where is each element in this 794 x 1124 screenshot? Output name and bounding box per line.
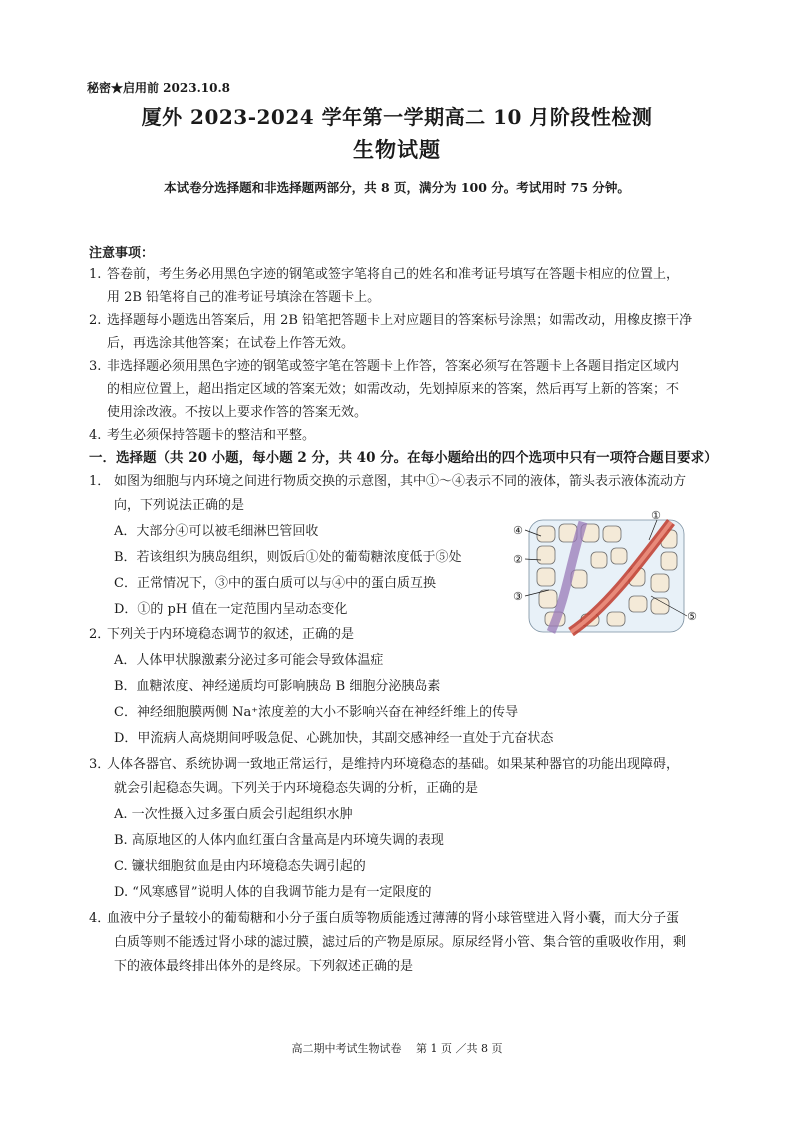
exam-title: 厦外 2023-2024 学年第一学期高二 10 月阶段性检测 — [141, 105, 653, 129]
question-stem-line: 白质等则不能透过肾小球的滤过膜，滤过后的产物是原尿。原尿经肾小管、集合管的重吸收作用，剩 — [114, 935, 687, 950]
notice-line: 答卷前，考生务必用黑色字迹的钢笔或签字笔将自己的姓名和准考证号填写在答题卡相应的位置上， — [107, 267, 680, 282]
question-number: 1． — [89, 474, 111, 489]
notice-number: 2. — [89, 313, 102, 328]
option-b: B．血糖浓度、神经递质均可影响胰岛 B 细胞分泌胰岛素 — [114, 679, 441, 694]
notice-heading: 注意事项： — [89, 246, 155, 261]
question-stem-line: 向，下列说法正确的是 — [114, 498, 245, 513]
notice-line: 考生必须保持答题卡的整洁和平整。 — [107, 428, 316, 443]
notice-line: 后，再选涂其他答案；在试卷上作答无效。 — [107, 336, 355, 351]
figure-label: ② — [513, 553, 523, 566]
subject-title: 生物试题 — [353, 137, 441, 162]
figure-label: ① — [651, 509, 661, 522]
question-number: 2． — [89, 627, 111, 642]
question-number: 4． — [89, 911, 111, 926]
option-a: A. 一次性摄入过多蛋白质会引起组织水肿 — [114, 807, 353, 822]
option-b: B. 高原地区的人体内血红蛋白含量高是内环境失调的表现 — [114, 833, 444, 848]
question-stem-line: 就会引起稳态失调。下列关于内环境稳态失调的分析，正确的是 — [114, 781, 479, 796]
notice-line: 的相应位置上，超出指定区域的答案无效；如需改动，先划掉原来的答案，然后再写上新的答案；不 — [107, 382, 680, 397]
notice-number: 1. — [89, 267, 102, 282]
option-c: C．神经细胞膜两侧 Na⁺浓度差的大小不影响兴奋在神经纤维上的传导 — [114, 705, 519, 720]
option-a: A．大部分④可以被毛细淋巴管回收 — [114, 524, 319, 539]
notice-number: 3. — [89, 359, 102, 374]
option-a: A．人体甲状腺激素分泌过多可能会导致体温症 — [114, 653, 384, 668]
option-d: D．甲流病人高烧期间呼吸急促、心跳加快，其副交感神经一直处于亢奋状态 — [114, 731, 554, 746]
question-stem-line: 血液中分子量较小的葡萄糖和小分子蛋白质等物质能透过薄薄的肾小球管壁进入肾小囊，而大分子蛋 — [107, 911, 680, 926]
option-b: B．若该组织为胰岛组织，则饭后①处的葡萄糖浓度低于⑤处 — [114, 550, 462, 565]
tissue-exchange-diagram — [511, 508, 701, 638]
option-d: D．①的 pH 值在一定范围内呈动态变化 — [114, 602, 348, 617]
option-c: C. 镰状细胞贫血是由内环境稳态失调引起的 — [114, 859, 366, 874]
figure-label: ⑤ — [687, 610, 697, 623]
figure-label: ④ — [513, 524, 523, 537]
notice-line: 使用涂改液。不按以上要求作答的答案无效。 — [107, 405, 368, 420]
question-number: 3． — [89, 757, 111, 772]
question-stem-line: 如图为细胞与内环境之间进行物质交换的示意图，其中①～④表示不同的液体，箭头表示液体流动方 — [114, 474, 687, 489]
exam-intro: 本试卷分选择题和非选择题两部分，共 8 页，满分为 100 分。考试用时 75 分钟。 — [164, 180, 630, 195]
question-stem-line: 下的液体最终排出体外的是终尿。下列叙述正确的是 — [114, 959, 414, 974]
question-stem-line: 人体各器官、系统协调一致地正常运行，是维持内环境稳态的基础。如果某种器官的功能出现障碍， — [107, 757, 680, 772]
question-stem-line: 下列关于内环境稳态调节的叙述，正确的是 — [107, 627, 355, 642]
notice-line: 非选择题必须用黑色字迹的钢笔或签字笔在答题卡上作答，答案必须写在答题卡上各题目指定区域内 — [107, 359, 680, 374]
notice-number: 4. — [89, 428, 102, 443]
option-d: D. “风寒感冒”说明人体的自我调节能力是有一定限度的 — [114, 885, 432, 900]
figure-label: ③ — [513, 590, 523, 603]
option-c: C．正常情况下，③中的蛋白质可以与④中的蛋白质互换 — [114, 576, 436, 591]
page-footer: 高二期中考试生物试卷 第 1 页 ／共 8 页 — [291, 1042, 503, 1055]
confidential-mark: 秘密★启用前 2023.10.8 — [87, 81, 230, 95]
notice-line: 用 2B 铅笔将自己的准考证号填涂在答题卡上。 — [107, 290, 381, 305]
section-heading: 一．选择题（共 20 小题，每小题 2 分，共 40 分。在每小题给出的四个选项中只有一项符合题目要求） — [89, 450, 718, 466]
notice-line: 选择题每小题选出答案后，用 2B 铅笔把答题卡上对应题目的答案标号涂黑；如需改动，用橡皮擦干净 — [107, 313, 693, 328]
